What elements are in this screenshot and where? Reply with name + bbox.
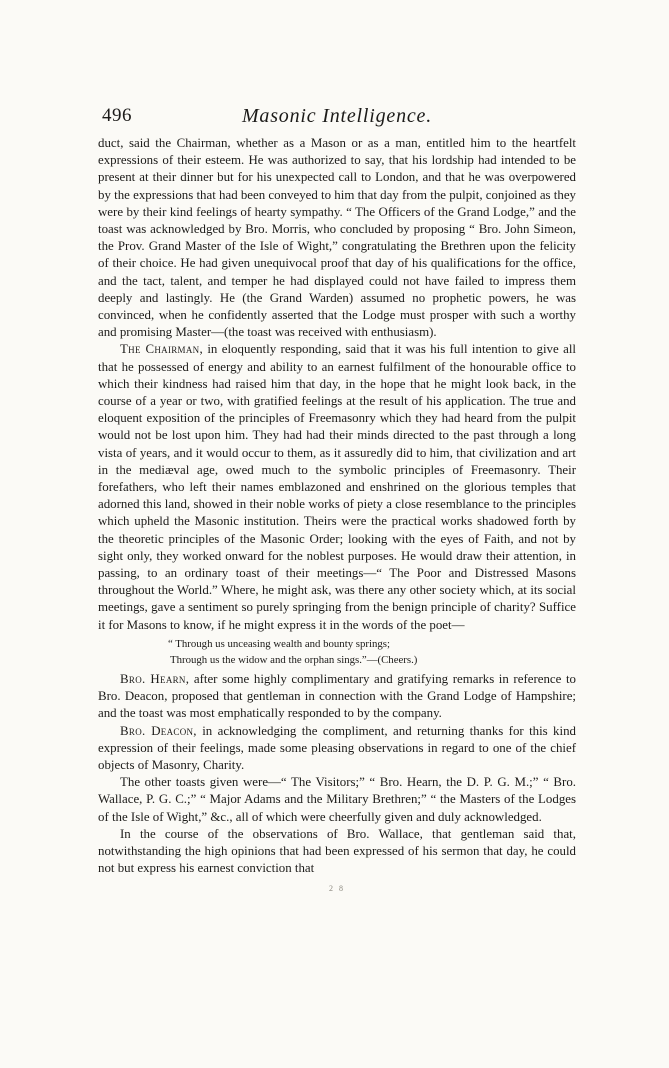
page-body — [98, 135, 576, 898]
speaker-name: Bro. Deacon, — [120, 723, 197, 738]
paragraph: duct, said the Chairman, whether as a Mason or as a man, entitled him to the heartfelt expressions of their esteem. He was authorized to say, that his lordship had intended to be present at their dinner but for his unexpected call to London, and that he was overpowered by the expressions that had been conveyed to him that day from the pulpit, conjoined as they were by their kind feelings of hearty sympathy. “ The Officers of the Grand Lodge,” and the toast was acknowledged by Bro. Morris, who concluded by proposing “ Bro. John Simeon, the Prov. Grand Master of the Isle of Wight,” congratulating the Brethren upon the felicity of their choice. He had given unequivocal proof that day of his qualifications for the office, and the tact, talent, and temper he had displayed could not have failed to impress them deeply and lastingly. He (the Grand Warden) assumed no prophetic powers, he was convinced, when he confidently asserted that the Lodge must prosper with such a worthy and promising Master—(the toast was received with enthusiasm). — [98, 136, 576, 340]
book-page — [98, 105, 576, 898]
paragraph — [98, 723, 576, 775]
paragraph-text: after some highly complimentary and gratifying remarks in reference to Bro. Deacon, proposed that gentleman in connection with the Grand Lodge of Hampshire; and the toast was most emphatically responded to by the company. — [98, 671, 576, 721]
paragraph: The other toasts given were—“ The Visitors;” “ Bro. Hearn, the D. P. G. M.;” “ Bro. Wallace, P. G. C.;” “ Major Adams and the Military Brethren;” “ the Masters of the Lodges of the Isle of Wight,” &c., all of which were cheerfully given and duly acknowledged. — [98, 775, 576, 824]
signature-mark: 2 8 — [329, 884, 345, 894]
running-title: Masonic Intelligence. — [241, 105, 433, 127]
speaker-name: Bro. Hearn, — [120, 671, 190, 686]
paragraph — [98, 671, 576, 723]
paragraph — [98, 341, 576, 633]
page-number: 496 — [102, 105, 132, 126]
paragraph: In the course of the observations of Bro. Wallace, that gentleman said that, notwithstanding the high opinions that had been expressed of his sermon that day, he could not but express his earnest conviction that — [98, 826, 576, 876]
speaker-name: The Chairman, — [120, 342, 203, 357]
verse-line: “ Through us unceasing wealth and bounty springs; — [168, 637, 391, 650]
verse-quotation — [168, 636, 576, 668]
verse-line: Through us the widow and the orphan sings.”—(Cheers.) — [170, 653, 418, 666]
page-header — [98, 105, 576, 135]
paragraph-text: in eloquently responding, said that it was his full intention to give all that he possessed of energy and ability to an earnest fulfilment of the honourable office to which their kindness had raised him that day, in the hope that he might look back, in the course of a year or two, with gratified feelings at the result of his application. The true and eloquent exposition of the principles of Freemasonry which they had heard from the pulpit would not be lost upon him. They had had their minds directed to the past through a long vista of years, and it would occur to them, as it assuredly did to him, that civilization and art in the mediæval age, owed much to the symbolic principles of Freemasonry. Their forefathers, who left their names emblazoned and enshrined on the glorious temples that adorned this land, showed in their noble works of piety a close resemblance to the principles which upheld the Masonic institution. Theirs were the practical works shadowed forth by the theoretic principles of the Masonic Order; looking with the eyes of Faith, and not by sight only, they worked onward for the noblest purposes. He would draw their attention, in passing, to an ordinary toast of their meetings—“ The Poor and Distressed Masons throughout the World.” Where, he might ask, was there any other society which, at its social meetings, gave a sentiment so purely springing from the benign principle of charity? Suffice it for Masons to know, if he might express it in the words of the poet— — [98, 342, 576, 632]
paragraph-text: in acknowledging the compliment, and returning thanks for this kind expression of their feelings, made some pleasing observations in regard to one of the chief objects of Masonry, Charity. — [98, 723, 576, 772]
